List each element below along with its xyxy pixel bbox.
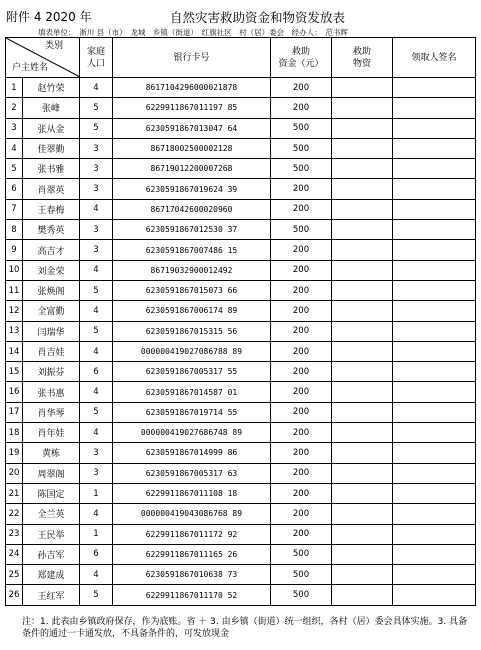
relief-amount: 200 — [271, 443, 332, 463]
household-name: 全兰英 — [23, 504, 80, 524]
signature-cell — [393, 443, 476, 463]
household-name: 肖翠英 — [23, 179, 80, 199]
table-row — [6, 402, 476, 422]
bank-card-number: 6229911867011172 92 — [113, 524, 271, 544]
table-row — [6, 301, 476, 321]
bank-card-number: 6229911867011197 85 — [113, 98, 271, 118]
household-name-label: 户主姓名 — [12, 63, 49, 73]
relief-amount: 200 — [271, 260, 332, 280]
relief-goods-cell — [332, 341, 393, 361]
family-count: 3 — [80, 240, 113, 260]
relief-goods-cell — [332, 544, 393, 564]
bank-card-number: 000000419027086788 89 — [113, 341, 271, 361]
relief-goods-cell — [332, 98, 393, 118]
bank-card-number: 6230591867014587 01 — [113, 382, 271, 402]
table-row — [6, 280, 476, 300]
row-number: 2 — [6, 98, 23, 118]
relief-goods-cell — [332, 565, 393, 585]
family-count: 4 — [80, 341, 113, 361]
bank-card-number: 000000419043086768 89 — [113, 504, 271, 524]
relief-amount: 200 — [271, 362, 332, 382]
row-number: 14 — [6, 341, 23, 361]
household-name: 张书惠 — [23, 382, 80, 402]
bank-card-number: 6230591867010638 73 — [113, 565, 271, 585]
relief-goods-cell — [332, 199, 393, 219]
table-row — [6, 483, 476, 503]
relief-goods-cell — [332, 260, 393, 280]
relief-goods-cell — [332, 524, 393, 544]
family-count: 4 — [80, 382, 113, 402]
family-count: 3 — [80, 179, 113, 199]
family-count: 4 — [80, 260, 113, 280]
relief-goods-cell — [332, 280, 393, 300]
relief-amount: 200 — [271, 280, 332, 300]
table-row — [6, 78, 476, 98]
family-count: 3 — [80, 138, 113, 158]
family-count: 5 — [80, 98, 113, 118]
family-count: 5 — [80, 280, 113, 300]
family-count: 5 — [80, 321, 113, 341]
relief-table — [5, 37, 476, 606]
bank-card-number: 8617104296000021878 — [113, 78, 271, 98]
bank-card-header: 银行卡号 — [113, 38, 271, 78]
relief-amount: 200 — [271, 524, 332, 544]
table-row — [6, 504, 476, 524]
relief-amount: 500 — [271, 544, 332, 564]
family-count: 1 — [80, 483, 113, 503]
diagonal-header-cell — [6, 38, 80, 78]
table-row — [6, 585, 476, 605]
relief-goods-cell — [332, 301, 393, 321]
row-number: 19 — [6, 443, 23, 463]
row-number: 3 — [6, 118, 23, 138]
family-count: 4 — [80, 199, 113, 219]
relief-amount: 200 — [271, 240, 332, 260]
table-row — [6, 220, 476, 240]
family-count-header: 家庭 人口 — [80, 38, 113, 78]
household-name: 刘振芬 — [23, 362, 80, 382]
table-row — [6, 199, 476, 219]
row-number: 10 — [6, 260, 23, 280]
relief-goods-cell — [332, 402, 393, 422]
signature-cell — [393, 98, 476, 118]
relief-amount: 200 — [271, 483, 332, 503]
household-name: 王春梅 — [23, 199, 80, 219]
household-name: 王民举 — [23, 524, 80, 544]
table-row — [6, 321, 476, 341]
relief-goods-cell — [332, 179, 393, 199]
family-count: 6 — [80, 544, 113, 564]
relief-amount: 500 — [271, 159, 332, 179]
relief-amount: 200 — [271, 98, 332, 118]
relief-goods-cell — [332, 159, 393, 179]
table-row — [6, 443, 476, 463]
bank-card-number: 6229911867011170 52 — [113, 585, 271, 605]
row-number: 16 — [6, 382, 23, 402]
relief-goods-cell — [332, 220, 393, 240]
bank-card-number: 6230591867015315 56 — [113, 321, 271, 341]
family-count: 1 — [80, 524, 113, 544]
table-body — [6, 78, 476, 606]
row-number: 8 — [6, 220, 23, 240]
bank-card-number: 6230591867014999 86 — [113, 443, 271, 463]
relief-amount: 200 — [271, 423, 332, 443]
row-number: 7 — [6, 199, 23, 219]
household-name: 黄栋 — [23, 443, 80, 463]
bank-card-number: 6229911867011165 26 — [113, 544, 271, 564]
signature-cell — [393, 220, 476, 240]
table-row — [6, 240, 476, 260]
category-label: 类别 — [44, 41, 63, 51]
table-row — [6, 138, 476, 158]
bank-card-number: 6230591867019624 39 — [113, 179, 271, 199]
signature-cell — [393, 565, 476, 585]
signature-cell — [393, 179, 476, 199]
relief-goods-cell — [332, 240, 393, 260]
signature-cell — [393, 544, 476, 564]
bank-card-number: 6230591867005317 55 — [113, 362, 271, 382]
relief-amount: 500 — [271, 220, 332, 240]
table-row — [6, 544, 476, 564]
relief-goods-cell — [332, 504, 393, 524]
relief-goods-cell — [332, 585, 393, 605]
household-name: 周翠阁 — [23, 463, 80, 483]
row-number: 25 — [6, 565, 23, 585]
bank-card-number: 86717042600020960 — [113, 199, 271, 219]
household-name: 郑建成 — [23, 565, 80, 585]
attachment-label: 附件 4 2020 年 — [6, 10, 92, 24]
relief-goods-cell — [332, 78, 393, 98]
relief-goods-cell — [332, 443, 393, 463]
row-number: 20 — [6, 463, 23, 483]
row-number: 5 — [6, 159, 23, 179]
family-count: 5 — [80, 585, 113, 605]
signature-cell — [393, 138, 476, 158]
table-row — [6, 382, 476, 402]
row-number: 26 — [6, 585, 23, 605]
family-count: 4 — [80, 504, 113, 524]
row-number: 6 — [6, 179, 23, 199]
family-count: 6 — [80, 362, 113, 382]
row-number: 13 — [6, 321, 23, 341]
family-count: 5 — [80, 118, 113, 138]
household-name: 闫瑞华 — [23, 321, 80, 341]
household-name: 高吉才 — [23, 240, 80, 260]
family-count: 4 — [80, 301, 113, 321]
relief-amount: 500 — [271, 585, 332, 605]
signature-cell — [393, 280, 476, 300]
row-number: 9 — [6, 240, 23, 260]
signature-cell — [393, 585, 476, 605]
signature-cell — [393, 362, 476, 382]
relief-amount: 200 — [271, 402, 332, 422]
signature-cell — [393, 199, 476, 219]
relief-amount: 200 — [271, 301, 332, 321]
row-number: 15 — [6, 362, 23, 382]
bank-card-number: 6230591867019714 55 — [113, 402, 271, 422]
relief-amount: 200 — [271, 321, 332, 341]
relief-goods-cell — [332, 321, 393, 341]
household-name: 肖华琴 — [23, 402, 80, 422]
bank-card-number: 6230591867007486 15 — [113, 240, 271, 260]
household-name: 肖年娃 — [23, 423, 80, 443]
relief-goods-cell — [332, 382, 393, 402]
footnote: 注：1. 此表由乡镇政府保存，作为底账。省 ＋ 3. 由乡镇（街道）统一组织，各村（居）委会具体实施。3. 具备条件的通过一卡通发放，不具备条件的，可发放现金 — [22, 617, 468, 639]
table-row — [6, 98, 476, 118]
relief-amount: 200 — [271, 179, 332, 199]
table-row — [6, 362, 476, 382]
signature-header: 领取人签名 — [393, 38, 476, 78]
signature-cell — [393, 402, 476, 422]
table-row — [6, 565, 476, 585]
row-number: 23 — [6, 524, 23, 544]
bank-card-number: 6229911867011108 18 — [113, 483, 271, 503]
row-number: 21 — [6, 483, 23, 503]
family-count: 3 — [80, 159, 113, 179]
relief-amount: 200 — [271, 463, 332, 483]
table-row — [6, 463, 476, 483]
relief-amount: 200 — [271, 504, 332, 524]
row-number: 4 — [6, 138, 23, 158]
row-number: 24 — [6, 544, 23, 564]
household-name: 王红军 — [23, 585, 80, 605]
relief-goods-cell — [332, 362, 393, 382]
relief-goods-cell — [332, 118, 393, 138]
info-line: 填表单位： 淅川 县（市） 龙城 乡镇（街道） 红旗社区 村（居）委会 经办人： 范书辉 — [38, 28, 348, 37]
row-number: 1 — [6, 78, 23, 98]
relief-amount: 200 — [271, 199, 332, 219]
household-name: 陈国定 — [23, 483, 80, 503]
household-name: 全富勤 — [23, 301, 80, 321]
relief-amount: 200 — [271, 382, 332, 402]
table-row — [6, 260, 476, 280]
signature-cell — [393, 463, 476, 483]
family-count: 3 — [80, 463, 113, 483]
row-number: 22 — [6, 504, 23, 524]
table-row — [6, 423, 476, 443]
family-count: 4 — [80, 565, 113, 585]
family-count: 3 — [80, 220, 113, 240]
title-row — [6, 8, 476, 26]
relief-amount: 500 — [271, 565, 332, 585]
household-name: 刘金荣 — [23, 260, 80, 280]
relief-goods-cell — [332, 483, 393, 503]
signature-cell — [393, 382, 476, 402]
household-name: 张从金 — [23, 118, 80, 138]
bank-card-number: 86719032900012492 — [113, 260, 271, 280]
relief-goods-header: 救助 物资 — [332, 38, 393, 78]
relief-amount: 500 — [271, 118, 332, 138]
document-title: 自然灾害救助资金和物资发放表 — [170, 10, 346, 25]
table-row — [6, 524, 476, 544]
signature-cell — [393, 118, 476, 138]
family-count: 4 — [80, 423, 113, 443]
relief-goods-cell — [332, 423, 393, 443]
relief-goods-cell — [332, 138, 393, 158]
signature-cell — [393, 341, 476, 361]
relief-amount: 500 — [271, 138, 332, 158]
bank-card-number: 6230591867006174 89 — [113, 301, 271, 321]
family-count: 4 — [80, 78, 113, 98]
table-row — [6, 341, 476, 361]
signature-cell — [393, 524, 476, 544]
household-name: 孙吉军 — [23, 544, 80, 564]
signature-cell — [393, 321, 476, 341]
signature-cell — [393, 240, 476, 260]
table-row — [6, 159, 476, 179]
row-number: 17 — [6, 402, 23, 422]
signature-cell — [393, 504, 476, 524]
signature-cell — [393, 159, 476, 179]
signature-cell — [393, 78, 476, 98]
table-row — [6, 179, 476, 199]
household-name: 肖吉娃 — [23, 341, 80, 361]
relief-goods-cell — [332, 463, 393, 483]
signature-cell — [393, 483, 476, 503]
household-name: 樊秀英 — [23, 220, 80, 240]
household-name: 张峰 — [23, 98, 80, 118]
relief-funds-header: 救助 资金（元） — [271, 38, 332, 78]
signature-cell — [393, 260, 476, 280]
household-name: 赵竹荣 — [23, 78, 80, 98]
bank-card-number: 6230591867012530 37 — [113, 220, 271, 240]
signature-cell — [393, 301, 476, 321]
row-number: 18 — [6, 423, 23, 443]
household-name: 张书雅 — [23, 159, 80, 179]
bank-card-number: 6230591867005317 63 — [113, 463, 271, 483]
table-row — [6, 118, 476, 138]
relief-amount: 200 — [271, 341, 332, 361]
bank-card-number: 86719012200007268 — [113, 159, 271, 179]
row-number: 11 — [6, 280, 23, 300]
row-number: 12 — [6, 301, 23, 321]
family-count: 3 — [80, 443, 113, 463]
bank-card-number: 86718002500002128 — [113, 138, 271, 158]
bank-card-number: 6230591867015073 66 — [113, 280, 271, 300]
bank-card-number: 000000419027686748 89 — [113, 423, 271, 443]
family-count: 5 — [80, 402, 113, 422]
relief-amount: 200 — [271, 78, 332, 98]
household-name: 佳翠勤 — [23, 138, 80, 158]
household-name: 张焕阁 — [23, 280, 80, 300]
bank-card-number: 6230591867013047 64 — [113, 118, 271, 138]
signature-cell — [393, 423, 476, 443]
